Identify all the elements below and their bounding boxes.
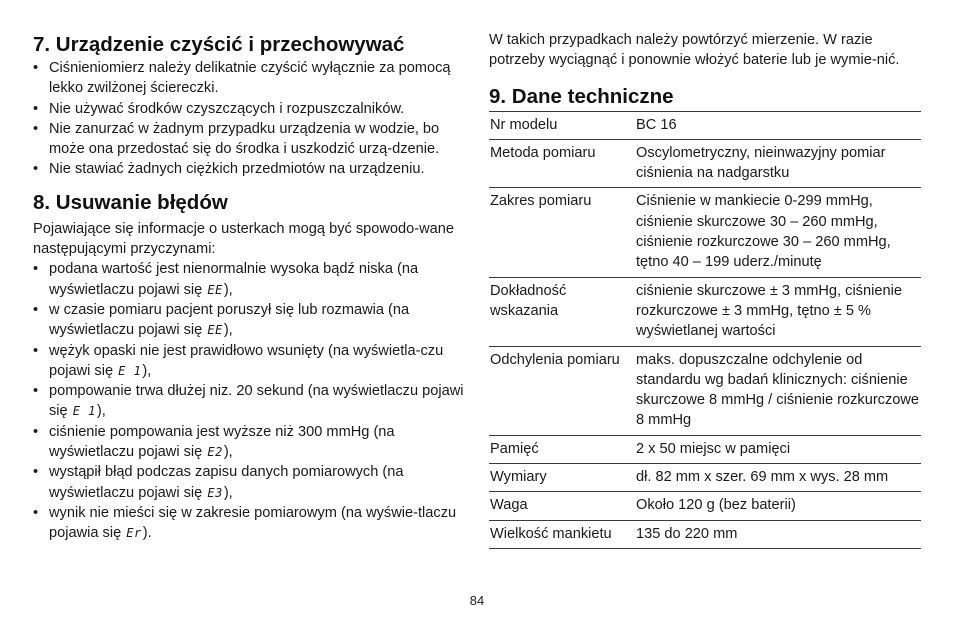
technical-data-table [489,111,921,549]
list-item [33,259,465,300]
error-text: wężyk opaski nie jest prawidłowo wsunięty (na wyświetla-czu pojawi się [49,342,444,379]
error-text-end: ), [223,281,233,298]
list-item [33,300,465,341]
error-code: E2 [207,445,223,460]
list-item [33,422,465,463]
list-item [33,341,465,382]
spec-value: 135 do 220 mm [636,525,738,542]
spec-value: maks. dopuszczalne odchylenie od standardu wg badań klinicznych: ciśnienie skurczowe 8 mmHg / ciśnienie rozkurczowe 8 mmHg [636,351,920,429]
error-text: w czasie pomiaru pacjent poruszył się lub rozmawia (na wyświetlaczu pojawi się [49,301,410,339]
continuation-paragraph: W takich przypadkach należy powtórzyć mierzenie. W razie potrzeby wyciągnąć i ponownie włożyć baterie lub je wymie-nić. [489,32,900,69]
error-text: ciśnienie pompowania jest wyższe niż 300 mmHg (na wyświetlaczu pojawi się [49,423,395,461]
error-text-end: ), [142,362,152,379]
list-item [33,462,465,503]
list-item [33,381,465,422]
list-item [33,503,465,544]
error-text: wynik nie mieści się w zakresie pomiarowym (na wyświe-tlaczu pojawia się [49,504,457,542]
spec-key: Waga [490,497,528,514]
table-row [489,435,921,463]
error-text-end: ), [223,484,233,501]
list-item: • Nie używać środków czyszczących i rozpuszczalników. [33,99,465,119]
error-text-end: ), [223,444,233,461]
error-text-end: ), [96,403,106,420]
table-row [489,139,921,188]
error-list [33,259,465,543]
error-code: E 1 [72,404,96,419]
table-row [489,520,921,548]
page-number: 84 [469,593,485,608]
spec-value: ciśnienie skurczowe ± 3 mmHg, ciśnienie rozkurczowe ± 3 mmHg, tętno ± 5 % wyświetlanej wartości [636,282,902,340]
spec-value: dł. 82 mm x szer. 69 mm x wys. 28 mm [636,469,889,486]
error-code: Er [126,526,142,541]
cleaning-list [33,58,465,180]
spec-value: Około 120 g (bez baterii) [636,497,796,514]
section-7-heading: 7. Urządzenie czyścić i przechowywać [33,33,405,56]
spec-key: Zakres pomiaru [490,193,592,210]
list-item: • Nie zanurzać w żadnym przypadku urządzenia w wodzie, bo może ona przedostać się do środka i uszkodzić urzą-dzenie. [33,119,465,160]
left-column [33,0,465,544]
error-code: E3 [207,485,223,500]
error-text: pompowanie trwa dłużej niz. 20 sekund (na wyświetlaczu pojawi się [49,383,464,420]
error-text: podana wartość jest nienormalnie wysoka bądź niska (na wyświetlaczu pojawi się [49,261,419,298]
spec-value: Oscylometryczny, nieinwazyjny pomiar ciśnienia na nadgarstku [636,144,886,182]
spec-value: 2 x 50 miejsc w pamięci [636,440,791,457]
right-column [489,0,921,549]
table-row [489,492,921,520]
spec-key: Metoda pomiaru [490,144,596,161]
spec-key: Wielkość mankietu [490,525,612,542]
table-row [489,464,921,492]
spec-key: Dokładność wskazania [490,282,567,319]
error-text: wystąpił błąd podczas zapisu danych pomiarowych (na wyświetlaczu pojawi się [49,464,404,501]
list-item: • Ciśnieniomierz należy delikatnie czyścić wyłącznie za pomocą lekko zwilżonej ściereczki. [33,58,465,99]
table-row [489,277,921,346]
section-9-heading: 9. Dane techniczne [489,84,674,108]
error-text-end: ), [223,322,233,339]
error-code: EE [207,282,223,297]
spec-key: Wymiary [490,469,547,486]
table-row [489,188,921,277]
table-row [489,111,921,139]
table-row [489,346,921,435]
error-text-end: ). [142,525,152,542]
spec-key: Odchylenia pomiaru [490,351,620,368]
section-8-heading: 8. Usuwanie błędów [33,190,228,214]
section-8-intro: Pojawiające się informacje o usterkach mogą być spowodo-wane następującymi przyczynami: [33,220,455,258]
error-code: E 1 [118,363,142,378]
spec-value: Ciśnienie w mankiecie 0-299 mmHg, ciśnienie skurczowe 30 – 260 mmHg, ciśnienie rozkurczowe 30 – 260 mmHg, tętno 40 – 199 uderz./minutę [636,193,891,271]
list-item: • Nie stawiać żadnych ciężkich przedmiotów na urządzeniu. [33,159,465,179]
spec-key: Pamięć [490,440,539,457]
error-code: EE [207,323,223,338]
spec-value: BC 16 [636,116,677,133]
spec-key: Nr modelu [490,116,558,133]
